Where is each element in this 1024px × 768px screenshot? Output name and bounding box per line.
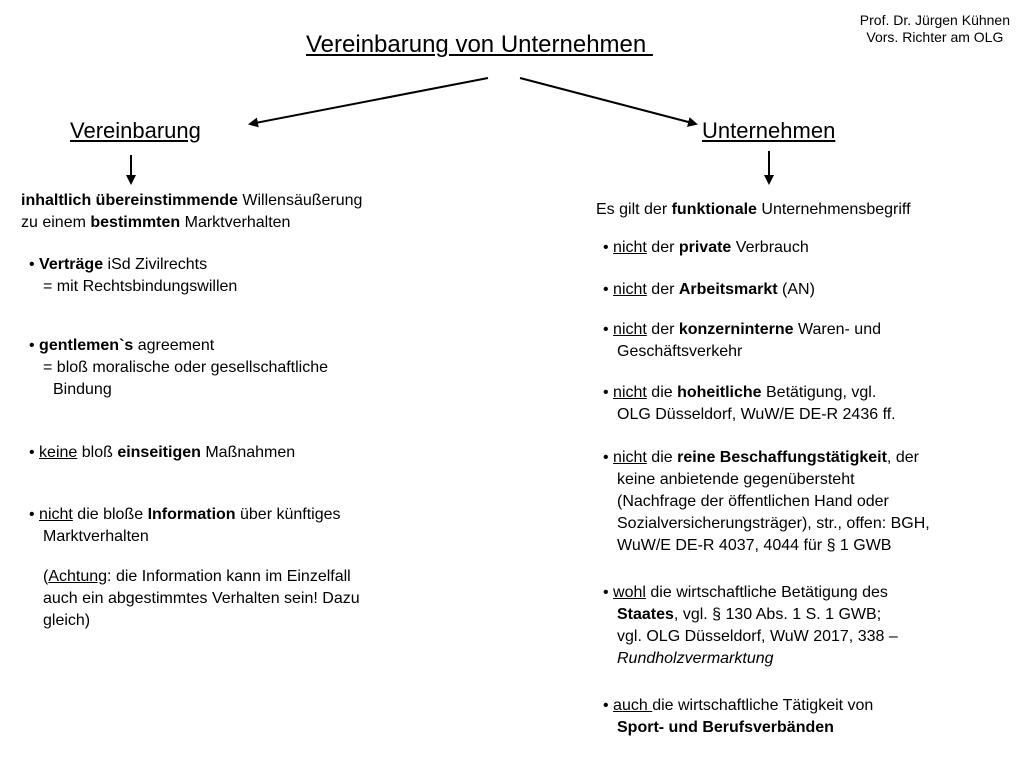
list-item-gentlemens-agreement: • gentlemen`s agreement = bloß moralische oder gesellschaftliche Bindung	[29, 337, 329, 398]
list-item-konzernintern: • nicht der konzerninterne Waren- und Geschäftsverkehr	[603, 321, 881, 360]
author-block	[860, 12, 1010, 46]
list-item-vertraege: • Verträge iSd Zivilrechts = mit Rechtsbindungswillen	[29, 256, 238, 295]
arrow-to-vereinbarung	[250, 78, 488, 124]
list-item-einseitige-massnahmen: • keine bloß einseitigen Maßnahmen	[29, 444, 296, 461]
heading-unternehmen: Unternehmen	[702, 118, 836, 143]
list-item-information: • nicht die bloße Information über künftiges Marktverhalten (Achtung: die Information kann im Einzelfall auch ein abgestimmtes Verhalten sein! Dazu gleich)	[29, 506, 360, 629]
author-role: Vors. Richter am OLG	[866, 29, 1004, 45]
list-item-privater-verbrauch: • nicht der private Verbrauch	[603, 239, 809, 256]
list-item-hoheitlich: • nicht die hoheitliche Betätigung, vgl. OLG Düsseldorf, WuW/E DE-R 2436 ff.	[603, 384, 896, 423]
page-title: Vereinbarung von Unternehmen	[306, 31, 653, 58]
author-name: Prof. Dr. Jürgen Kühnen	[859, 12, 1010, 28]
list-item-verbaende: • auch die wirtschaftliche Tätigkeit von Sport- und Berufsverbänden	[603, 697, 874, 736]
definition-vereinbarung: inhaltlich übereinstimmende Willensäußerung zu einem bestimmten Marktverhalten	[21, 192, 363, 231]
arrow-to-unternehmen	[520, 78, 696, 124]
list-item-arbeitsmarkt: • nicht der Arbeitsmarkt (AN)	[603, 281, 815, 298]
list-item-beschaffung: • nicht die reine Beschaffungstätigkeit, der keine anbietende gegenübersteht (Nachfrage der öffentlichen Hand oder Sozialversicherungsträger), str., offen: BGH, WuW/E DE-R 4037, 4044 für § 1 GWB	[603, 449, 930, 554]
list-item-staat: • wohl die wirtschaftliche Betätigung des Staates, vgl. § 130 Abs. 1 S. 1 GWB; vgl. OLG Düsseldorf, WuW 2017, 338 – Rundholzvermarktung	[603, 584, 898, 667]
note-achtung: (Achtung: die Information kann im Einzelfall	[43, 568, 351, 585]
intro-funktionaler-begriff: Es gilt der funktionale Unternehmensbegriff	[596, 201, 911, 218]
heading-vereinbarung: Vereinbarung	[70, 118, 201, 143]
